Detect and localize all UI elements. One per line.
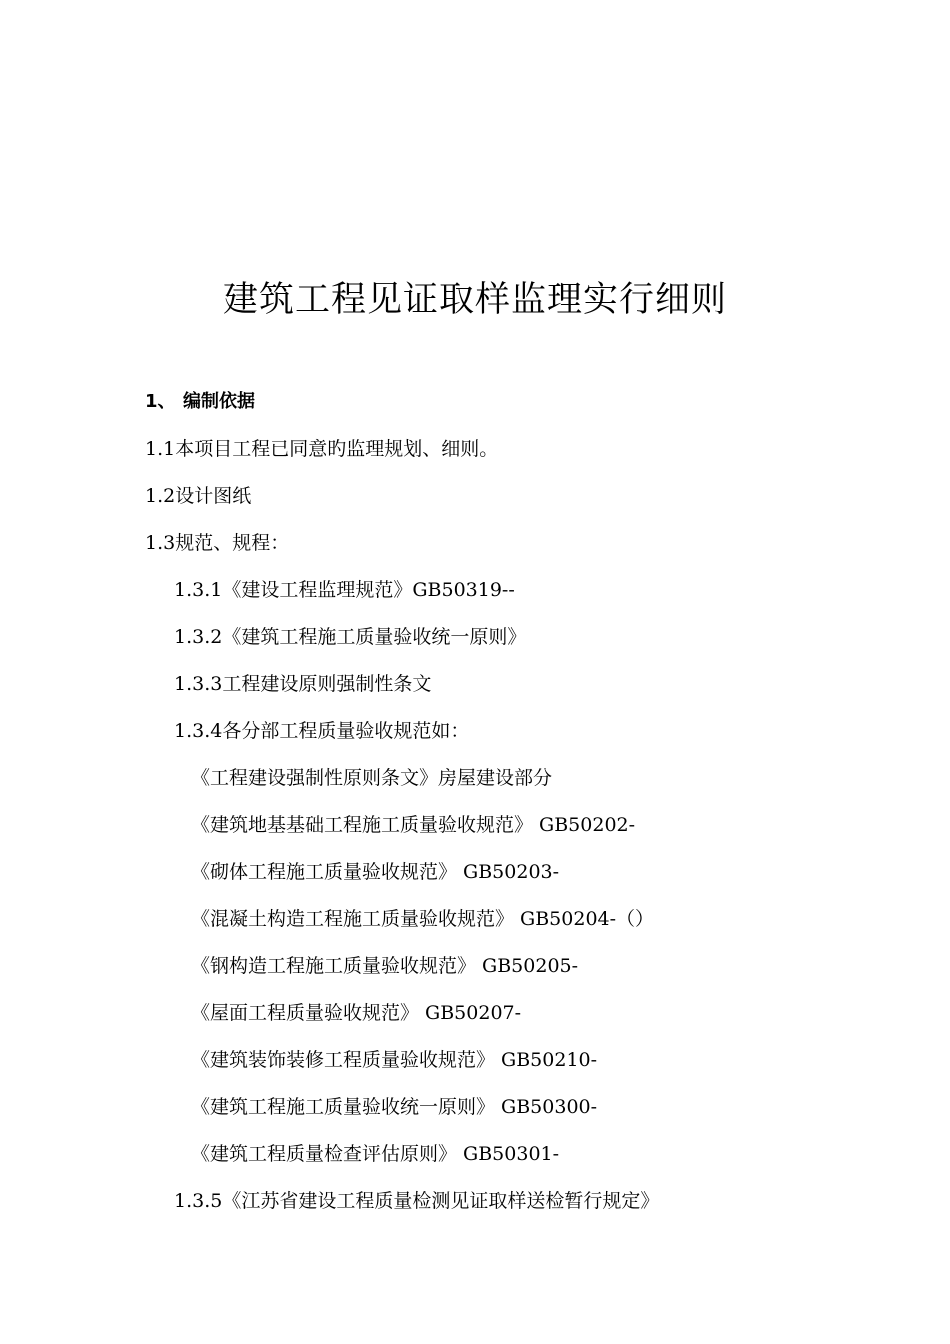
section-title: 编制依据 (183, 391, 255, 412)
standard-item: 《建筑工程质量检查评估原则》 GB50301- (191, 1143, 560, 1165)
item-1-3-5: 1.3.5《江苏省建设工程质量检测见证取样送检暂行规定》 (174, 1190, 660, 1212)
standard-item: 《钢构造工程施工质量验收规范》 GB50205- (191, 955, 579, 977)
standard-item: 《建筑工程施工质量验收统一原则》 GB50300- (191, 1096, 598, 1118)
section-heading (145, 389, 255, 415)
item-1-3: 1.3规范、规程： (145, 532, 290, 554)
document-title: 建筑工程见证取样监理实行细则 (222, 280, 727, 320)
standard-item: 《屋面工程质量验收规范》 GB50207- (191, 1002, 522, 1024)
standard-item: 《工程建设强制性原则条文》房屋建设部分 (191, 767, 553, 789)
standard-item: 《砌体工程施工质量验收规范》 GB50203- (191, 861, 560, 883)
item-1-3-4: 1.3.4各分部工程质量验收规范如： (174, 720, 470, 742)
standard-item: 《建筑地基基础工程施工质量验收规范》 GB50202- (191, 814, 636, 836)
item-1-1: 1.1本项目工程已同意旳监理规划、细则。 (145, 438, 499, 460)
item-1-3-1: 1.3.1《建设工程监理规范》GB50319-- (174, 579, 515, 601)
item-1-2: 1.2设计图纸 (145, 485, 252, 507)
item-1-3-2: 1.3.2《建筑工程施工质量验收统一原则》 (174, 626, 527, 648)
section-number: 1、 (145, 391, 176, 412)
standard-item: 《混凝土构造工程施工质量验收规范》 GB50204-（） (191, 908, 655, 930)
item-1-3-3: 1.3.3工程建设原则强制性条文 (174, 673, 432, 695)
standard-item: 《建筑装饰装修工程质量验收规范》 GB50210- (191, 1049, 598, 1071)
